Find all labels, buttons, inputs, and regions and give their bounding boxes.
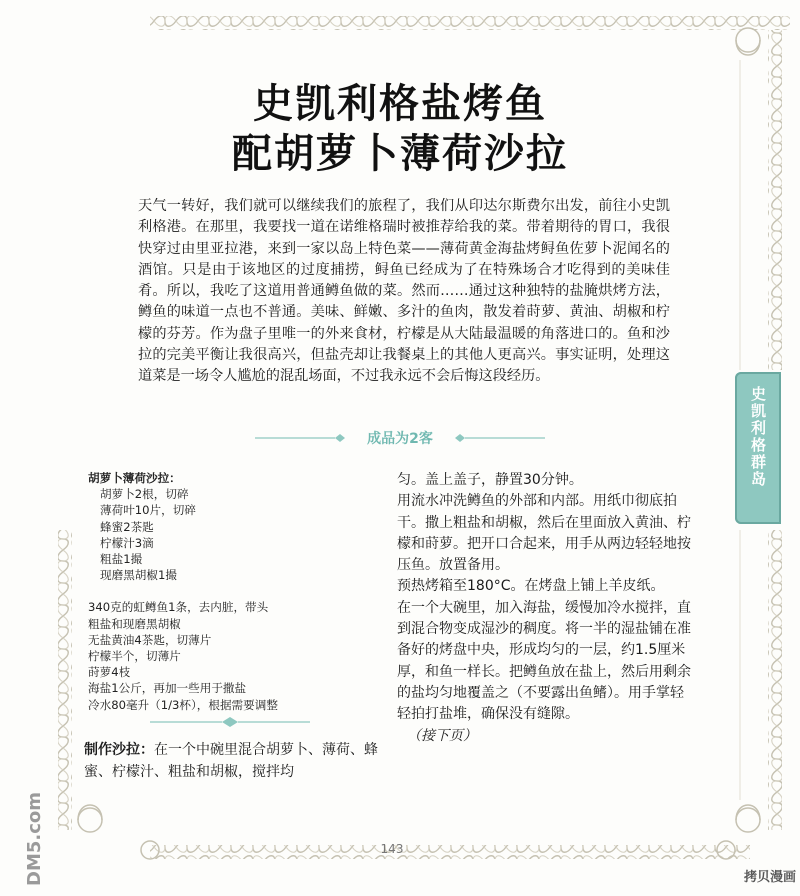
ingredients-divider [150, 716, 310, 728]
method-paragraph: 在一个大碗里，加入海盐，缓慢加冷水搅拌，直到混合物变成湿沙的稠度。将一半的湿盐铺在准备好的烤盘中央，形成均匀的一层，约1.5厘米厚，和鱼一样长。把鳟鱼放在盐上，然后用剩余的盐均匀地覆盖之（不要露出鱼鳍）。用手掌轻轻拍打盐堆，确保没有缝隙。 [397, 599, 691, 723]
ingredient-item: 340克的虹鳟鱼1条，去内脏，带头 [88, 600, 269, 615]
chapter-side-tab-label: 史凯利格群岛 [749, 386, 767, 488]
ingredients-list [88, 470, 378, 713]
ingredient-item: 现磨黑胡椒1撮 [100, 568, 177, 583]
method-paragraph: 用流水冲洗鳟鱼的外部和内部。用纸巾彻底拍干。撒上粗盐和胡椒，然后在里面放入黄油、柠檬和莳萝。把开口合起来，用手从两边轻轻地按压鱼。放置备用。 [397, 493, 691, 574]
ingredient-item: 莳萝4枝 [88, 665, 131, 680]
salad-ingredients-title: 胡萝卜薄荷沙拉： [88, 471, 181, 485]
ingredient-item: 柠檬半个，切薄片 [88, 649, 181, 664]
continued-note: （接下页） [407, 727, 477, 744]
ingredient-item: 无盐黄油4茶匙，切薄片 [88, 632, 212, 647]
dm5-watermark-text: DM5.com [24, 791, 45, 886]
copy-manga-watermark: 拷贝漫画 [743, 870, 796, 885]
servings-divider-right [455, 432, 545, 444]
method-salad-label: 制作沙拉： [84, 742, 154, 758]
dm5-watermark-logo [10, 782, 54, 890]
method-paragraph: 匀。盖上盖子，静置30分钟。 [397, 472, 583, 488]
page-number: 143 [380, 842, 404, 856]
recipe-title-line-2: 配胡萝卜薄荷沙拉 [232, 131, 568, 177]
method-salad-step [84, 739, 380, 783]
method-right-column [397, 470, 693, 747]
servings-label: 成品为2客 [367, 431, 433, 447]
ingredient-item: 粗盐1撮 [100, 552, 143, 567]
ingredient-item: 柠檬汁3滴 [100, 535, 154, 550]
recipe-title-line-1: 史凯利格盐烤鱼 [253, 81, 547, 127]
method-salad-text: 在一个中碗里混合胡萝卜、薄荷、蜂蜜、柠檬汁、粗盐和胡椒，搅拌均 [84, 742, 378, 780]
ingredient-item: 蜂蜜2茶匙 [100, 519, 154, 534]
ingredient-item: 冷水80毫升（1/3杯），根据需要调整 [88, 697, 278, 712]
ingredient-item: 海盐1公斤，再加一些用于撒盐 [88, 681, 247, 696]
intro-paragraph: 天气一转好，我们就可以继续我们的旅程了，我们从印达尔斯费尔出发，前往小史凯利格港。在那里，我要找一道在诺维格瑞时被推荐给我的菜。带着期待的胃口，我很快穿过由里亚拉港，来到一家以岛上特色菜——薄荷黄金海盐烤鲟鱼佐萝卜泥闻名的酒馆。只是由于该地区的过度捕捞，鲟鱼已经成为了在特殊场合才吃得到的美味佳肴。所以，我吃了这道用普通鳟鱼做的菜。然而……通过这种独特的盐腌烘烤方法，鳟鱼的味道一点也不普通。美味、鲜嫩、多汁的鱼肉，散发着莳萝、黄油、胡椒和柠檬的芬芳。作为盘子里唯一的外来食材，柠檬是从大陆最温暖的角落进口的。鱼和沙拉的完美平衡让我很高兴，但盐壳却让我餐桌上的其他人更高兴。事实证明，处理这道菜是一场令人尴尬的混乱场面，不过我永远不会后悔这段经历。 [138, 198, 670, 385]
ingredient-item: 胡萝卜2根，切碎 [100, 487, 189, 502]
ingredient-item: 薄荷叶10片，切碎 [100, 503, 196, 518]
chapter-side-tab [735, 372, 781, 524]
ingredient-item: 粗盐和现磨黑胡椒 [88, 616, 181, 631]
method-paragraph: 预热烤箱至180°C。在烤盘上铺上羊皮纸。 [397, 578, 665, 595]
